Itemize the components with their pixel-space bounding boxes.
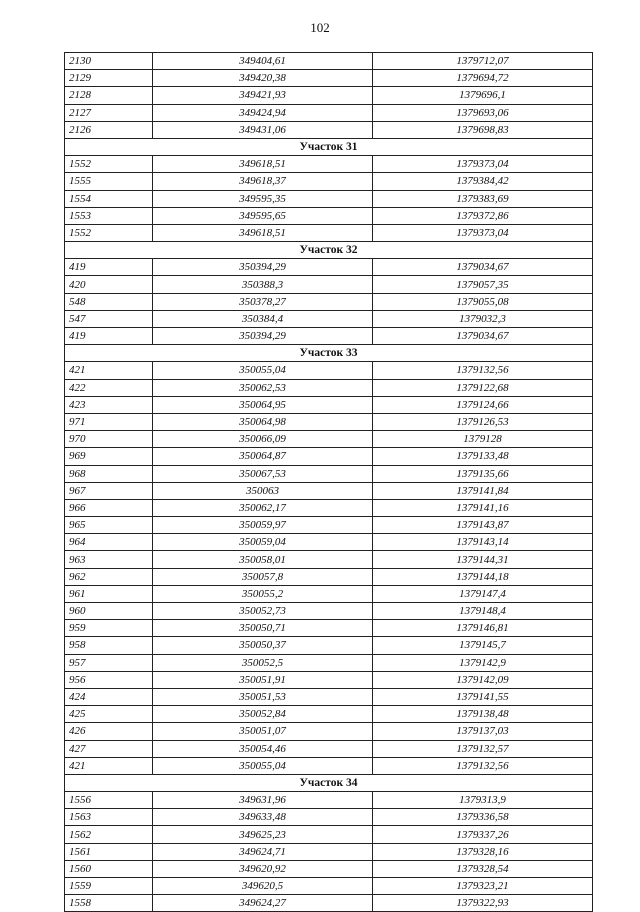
y-coordinate-cell: 1379055,08: [373, 293, 593, 310]
x-coordinate-cell: 349618,51: [153, 156, 373, 173]
x-coordinate-cell: 349595,35: [153, 190, 373, 207]
x-coordinate-cell: 350062,53: [153, 379, 373, 396]
table-row: [65, 723, 593, 740]
x-coordinate-cell: 350064,98: [153, 413, 373, 430]
section-title: Участок 31: [65, 138, 593, 155]
table-row: [65, 53, 593, 70]
point-number-cell: 2126: [65, 121, 153, 138]
x-coordinate-cell: 350055,04: [153, 362, 373, 379]
table-row: [65, 293, 593, 310]
x-coordinate-cell: 350067,53: [153, 465, 373, 482]
point-number-cell: 963: [65, 551, 153, 568]
y-coordinate-cell: 1379144,31: [373, 551, 593, 568]
x-coordinate-cell: 349618,37: [153, 173, 373, 190]
point-number-cell: 968: [65, 465, 153, 482]
y-coordinate-cell: 1379698,83: [373, 121, 593, 138]
y-coordinate-cell: 1379132,56: [373, 362, 593, 379]
y-coordinate-cell: 1379372,86: [373, 207, 593, 224]
point-number-cell: 1555: [65, 173, 153, 190]
y-coordinate-cell: 1379313,9: [373, 792, 593, 809]
table-row: [65, 328, 593, 345]
section-header-row: [65, 345, 593, 362]
table-row: [65, 534, 593, 551]
y-coordinate-cell: 1379034,67: [373, 328, 593, 345]
x-coordinate-cell: 350388,3: [153, 276, 373, 293]
point-number-cell: 971: [65, 413, 153, 430]
y-coordinate-cell: 1379132,57: [373, 740, 593, 757]
y-coordinate-cell: 1379132,56: [373, 757, 593, 774]
point-number-cell: 2128: [65, 87, 153, 104]
point-number-cell: 970: [65, 431, 153, 448]
point-number-cell: 419: [65, 259, 153, 276]
table-row: [65, 568, 593, 585]
y-coordinate-cell: 1379141,84: [373, 482, 593, 499]
x-coordinate-cell: 350052,5: [153, 654, 373, 671]
section-title: Участок 34: [65, 774, 593, 791]
table-row: [65, 585, 593, 602]
y-coordinate-cell: 1379337,26: [373, 826, 593, 843]
point-number-cell: 959: [65, 620, 153, 637]
y-coordinate-cell: 1379322,93: [373, 895, 593, 912]
y-coordinate-cell: 1379128: [373, 431, 593, 448]
x-coordinate-cell: 350394,29: [153, 328, 373, 345]
x-coordinate-cell: 349595,65: [153, 207, 373, 224]
point-number-cell: 957: [65, 654, 153, 671]
point-number-cell: 420: [65, 276, 153, 293]
table-row: [65, 517, 593, 534]
point-number-cell: 966: [65, 499, 153, 516]
point-number-cell: 425: [65, 706, 153, 723]
table-row: [65, 224, 593, 241]
table-row: [65, 740, 593, 757]
table-row: [65, 173, 593, 190]
point-number-cell: 1552: [65, 224, 153, 241]
table-row: [65, 465, 593, 482]
table-row: [65, 499, 593, 516]
point-number-cell: 421: [65, 362, 153, 379]
y-coordinate-cell: 1379142,9: [373, 654, 593, 671]
y-coordinate-cell: 1379712,07: [373, 53, 593, 70]
point-number-cell: 1556: [65, 792, 153, 809]
y-coordinate-cell: 1379146,81: [373, 620, 593, 637]
x-coordinate-cell: 350384,4: [153, 310, 373, 327]
x-coordinate-cell: 349424,94: [153, 104, 373, 121]
table-row: [65, 87, 593, 104]
y-coordinate-cell: 1379057,35: [373, 276, 593, 293]
x-coordinate-cell: 349620,92: [153, 860, 373, 877]
x-coordinate-cell: 350051,91: [153, 671, 373, 688]
y-coordinate-cell: 1379122,68: [373, 379, 593, 396]
point-number-cell: 547: [65, 310, 153, 327]
table-row: [65, 792, 593, 809]
y-coordinate-cell: 1379141,55: [373, 688, 593, 705]
point-number-cell: 423: [65, 396, 153, 413]
table-row: [65, 603, 593, 620]
point-number-cell: 1553: [65, 207, 153, 224]
x-coordinate-cell: 349431,06: [153, 121, 373, 138]
x-coordinate-cell: 350051,07: [153, 723, 373, 740]
table-row: [65, 310, 593, 327]
x-coordinate-cell: 349625,23: [153, 826, 373, 843]
point-number-cell: 548: [65, 293, 153, 310]
x-coordinate-cell: 350052,73: [153, 603, 373, 620]
table-row: [65, 809, 593, 826]
table-row: [65, 70, 593, 87]
section-title: Участок 33: [65, 345, 593, 362]
x-coordinate-cell: 350064,87: [153, 448, 373, 465]
x-coordinate-cell: 350059,04: [153, 534, 373, 551]
point-number-cell: 964: [65, 534, 153, 551]
y-coordinate-cell: 1379143,87: [373, 517, 593, 534]
table-row: [65, 637, 593, 654]
x-coordinate-cell: 350055,2: [153, 585, 373, 602]
y-coordinate-cell: 1379126,53: [373, 413, 593, 430]
x-coordinate-cell: 350064,95: [153, 396, 373, 413]
point-number-cell: 1554: [65, 190, 153, 207]
x-coordinate-cell: 350052,84: [153, 706, 373, 723]
y-coordinate-cell: 1379145,7: [373, 637, 593, 654]
x-coordinate-cell: 350378,27: [153, 293, 373, 310]
point-number-cell: 419: [65, 328, 153, 345]
table-row: [65, 396, 593, 413]
y-coordinate-cell: 1379138,48: [373, 706, 593, 723]
x-coordinate-cell: 350057,8: [153, 568, 373, 585]
point-number-cell: 967: [65, 482, 153, 499]
table-row: [65, 121, 593, 138]
point-number-cell: 1559: [65, 878, 153, 895]
table-row: [65, 551, 593, 568]
y-coordinate-cell: 1379693,06: [373, 104, 593, 121]
table-row: [65, 706, 593, 723]
x-coordinate-cell: 350063: [153, 482, 373, 499]
table-row: [65, 431, 593, 448]
table-row: [65, 757, 593, 774]
table-row: [65, 843, 593, 860]
y-coordinate-cell: 1379032,3: [373, 310, 593, 327]
point-number-cell: 1561: [65, 843, 153, 860]
coordinates-table-body: [65, 53, 593, 912]
y-coordinate-cell: 1379144,18: [373, 568, 593, 585]
x-coordinate-cell: 349618,51: [153, 224, 373, 241]
point-number-cell: 956: [65, 671, 153, 688]
section-header-row: [65, 242, 593, 259]
coordinates-table: [64, 52, 593, 912]
point-number-cell: 1552: [65, 156, 153, 173]
point-number-cell: 958: [65, 637, 153, 654]
x-coordinate-cell: 350058,01: [153, 551, 373, 568]
table-row: [65, 362, 593, 379]
y-coordinate-cell: 1379696,1: [373, 87, 593, 104]
y-coordinate-cell: 1379142,09: [373, 671, 593, 688]
x-coordinate-cell: 350051,53: [153, 688, 373, 705]
table-row: [65, 448, 593, 465]
y-coordinate-cell: 1379373,04: [373, 156, 593, 173]
table-row: [65, 826, 593, 843]
y-coordinate-cell: 1379135,66: [373, 465, 593, 482]
table-row: [65, 379, 593, 396]
x-coordinate-cell: 349620,5: [153, 878, 373, 895]
y-coordinate-cell: 1379137,03: [373, 723, 593, 740]
table-row: [65, 104, 593, 121]
x-coordinate-cell: 350050,71: [153, 620, 373, 637]
table-row: [65, 654, 593, 671]
point-number-cell: 424: [65, 688, 153, 705]
x-coordinate-cell: 349624,71: [153, 843, 373, 860]
point-number-cell: 1563: [65, 809, 153, 826]
y-coordinate-cell: 1379384,42: [373, 173, 593, 190]
section-title: Участок 32: [65, 242, 593, 259]
table-row: [65, 688, 593, 705]
y-coordinate-cell: 1379328,54: [373, 860, 593, 877]
x-coordinate-cell: 350394,29: [153, 259, 373, 276]
point-number-cell: 960: [65, 603, 153, 620]
x-coordinate-cell: 350054,46: [153, 740, 373, 757]
x-coordinate-cell: 350055,04: [153, 757, 373, 774]
x-coordinate-cell: 349420,38: [153, 70, 373, 87]
y-coordinate-cell: 1379147,4: [373, 585, 593, 602]
y-coordinate-cell: 1379323,21: [373, 878, 593, 895]
point-number-cell: 426: [65, 723, 153, 740]
point-number-cell: 422: [65, 379, 153, 396]
x-coordinate-cell: 350062,17: [153, 499, 373, 516]
page-number: 102: [310, 20, 330, 35]
x-coordinate-cell: 349404,61: [153, 53, 373, 70]
x-coordinate-cell: 349633,48: [153, 809, 373, 826]
y-coordinate-cell: 1379034,67: [373, 259, 593, 276]
point-number-cell: 965: [65, 517, 153, 534]
x-coordinate-cell: 350050,37: [153, 637, 373, 654]
x-coordinate-cell: 349624,27: [153, 895, 373, 912]
y-coordinate-cell: 1379383,69: [373, 190, 593, 207]
table-row: [65, 895, 593, 912]
point-number-cell: 2129: [65, 70, 153, 87]
table-row: [65, 156, 593, 173]
point-number-cell: 1562: [65, 826, 153, 843]
point-number-cell: 1558: [65, 895, 153, 912]
section-header-row: [65, 138, 593, 155]
y-coordinate-cell: 1379373,04: [373, 224, 593, 241]
point-number-cell: 2127: [65, 104, 153, 121]
point-number-cell: 961: [65, 585, 153, 602]
point-number-cell: 969: [65, 448, 153, 465]
y-coordinate-cell: 1379328,16: [373, 843, 593, 860]
table-row: [65, 878, 593, 895]
point-number-cell: 427: [65, 740, 153, 757]
table-row: [65, 620, 593, 637]
table-row: [65, 860, 593, 877]
x-coordinate-cell: 349421,93: [153, 87, 373, 104]
point-number-cell: 421: [65, 757, 153, 774]
y-coordinate-cell: 1379336,58: [373, 809, 593, 826]
y-coordinate-cell: 1379143,14: [373, 534, 593, 551]
x-coordinate-cell: 350066,09: [153, 431, 373, 448]
y-coordinate-cell: 1379133,48: [373, 448, 593, 465]
section-header-row: [65, 774, 593, 791]
table-row: [65, 276, 593, 293]
y-coordinate-cell: 1379124,66: [373, 396, 593, 413]
x-coordinate-cell: 349631,96: [153, 792, 373, 809]
y-coordinate-cell: 1379694,72: [373, 70, 593, 87]
table-row: [65, 190, 593, 207]
x-coordinate-cell: 350059,97: [153, 517, 373, 534]
point-number-cell: 1560: [65, 860, 153, 877]
point-number-cell: 962: [65, 568, 153, 585]
table-row: [65, 482, 593, 499]
table-row: [65, 671, 593, 688]
point-number-cell: 2130: [65, 53, 153, 70]
y-coordinate-cell: 1379148,4: [373, 603, 593, 620]
table-row: [65, 207, 593, 224]
table-row: [65, 413, 593, 430]
y-coordinate-cell: 1379141,16: [373, 499, 593, 516]
table-row: [65, 259, 593, 276]
